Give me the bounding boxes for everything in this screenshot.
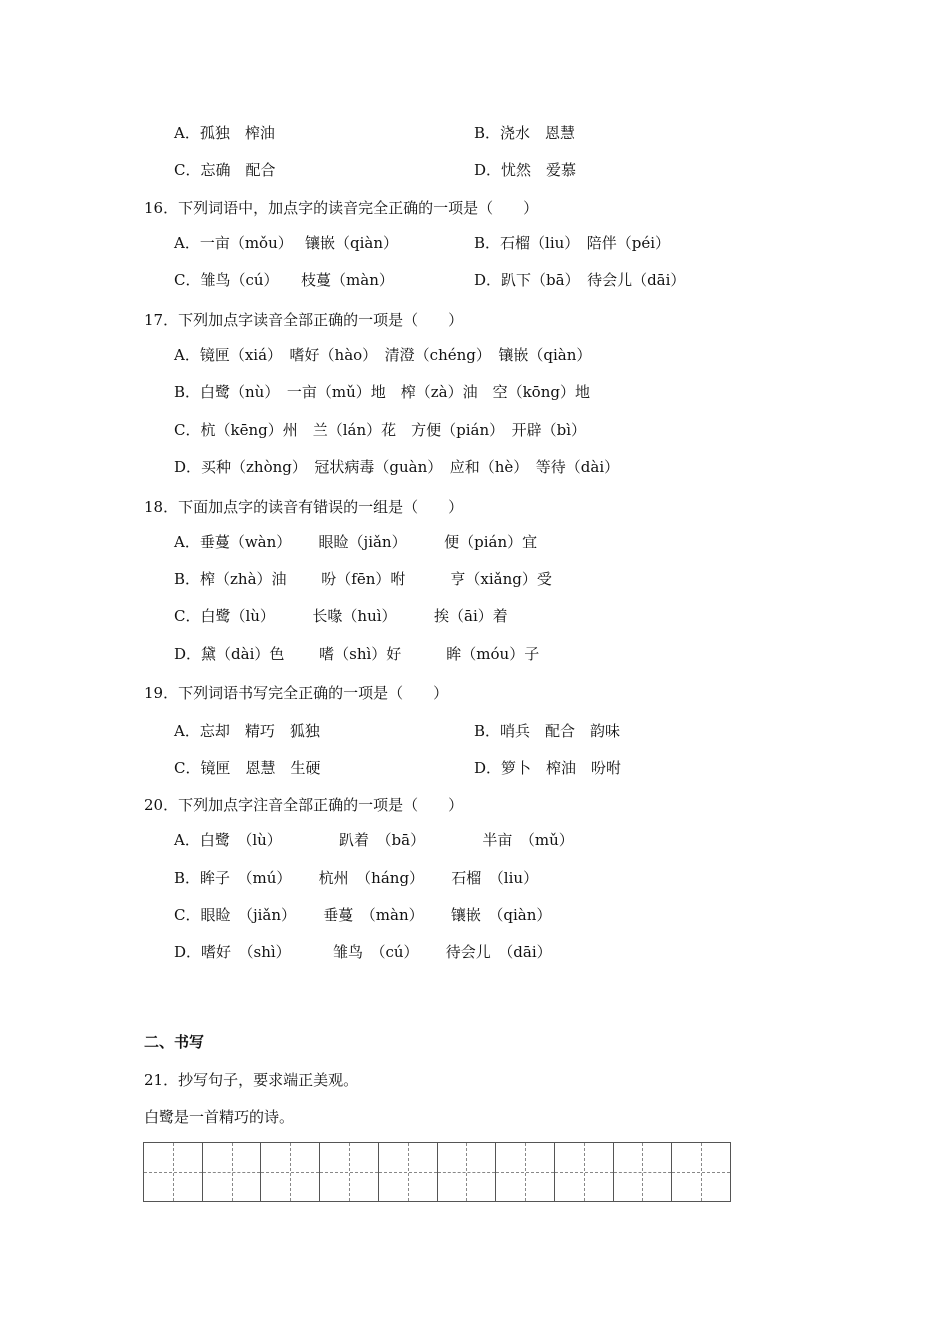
q18-option-c: C．白鹭（lù） 长喙（huì） 挨（āi）着 <box>174 607 508 625</box>
q20-option-b: B．眸子 （mú） 杭州 （háng） 石榴 （liu） <box>174 869 539 887</box>
grid-cell[interactable] <box>379 1143 438 1201</box>
q20-option-d: D．嗜好 （shì） 雏鸟 （cú） 待会儿 （dāi） <box>174 943 552 961</box>
q15-option-c: C．忘确 配合 <box>174 161 276 179</box>
q20-stem: 20．下列加点字注音全部正确的一项是（ ） <box>144 796 464 814</box>
q18-option-d: D．黛（dài）色 嗜（shì）好 眸（móu）子 <box>174 645 540 663</box>
q18-stem: 18．下面加点字的读音有错误的一组是（ ） <box>144 498 464 516</box>
grid-cell[interactable] <box>614 1143 673 1201</box>
q20-option-a: A．白鹭 （lù） 趴着 （bā） 半亩 （mǔ） <box>174 831 574 849</box>
q21-stem: 21．抄写句子，要求端正美观。 <box>144 1071 359 1089</box>
grid-cell[interactable] <box>261 1143 320 1201</box>
writing-grid[interactable] <box>143 1142 731 1202</box>
q16-option-b: B．石榴（liu） 陪伴（péi） <box>474 234 671 252</box>
q20-option-c: C．眼睑 （jiǎn） 垂蔓 （màn） 镶嵌 （qiàn） <box>174 906 552 924</box>
q15-option-a: A．孤独 榨油 <box>174 124 275 142</box>
grid-cell[interactable] <box>496 1143 555 1201</box>
grid-cell[interactable] <box>144 1143 203 1201</box>
q19-option-c: C．镜匣 恩慧 生硬 <box>174 759 321 777</box>
copy-sentence: 白鹭是一首精巧的诗。 <box>144 1108 295 1126</box>
q15-option-d: D．忧然 爱慕 <box>474 161 577 179</box>
grid-cell[interactable] <box>672 1143 730 1201</box>
grid-cell[interactable] <box>320 1143 379 1201</box>
q17-option-d: D．买种（zhòng） 冠状病毒（guàn） 应和（hè） 等待（dài） <box>174 458 620 476</box>
q16-stem: 16．下列词语中，加点字的读音完全正确的一项是（ ） <box>144 199 539 217</box>
q16-option-a: A．一亩（mǒu） 镶嵌（qiàn） <box>174 234 399 252</box>
q17-option-c: C．杭（kēng）州 兰（lán）花 方便（pián） 开辟（bì） <box>174 421 587 439</box>
q19-option-b: B．哨兵 配合 韵味 <box>474 722 621 740</box>
q19-option-a: A．忘却 精巧 狐独 <box>174 722 320 740</box>
q19-option-d: D．箩卜 榨油 吩咐 <box>474 759 622 777</box>
q16-option-c: C．雏鸟（cú） 枝蔓（màn） <box>174 271 394 289</box>
q17-option-b: B．白鹭（nù） 一亩（mǔ）地 榨（zà）油 空（kōng）地 <box>174 383 590 401</box>
q17-option-a: A．镜匣（xiá） 嗜好（hào） 清澄（chéng） 镶嵌（qiàn） <box>174 346 592 364</box>
q19-stem: 19．下列词语书写完全正确的一项是（ ） <box>144 684 449 702</box>
grid-cell[interactable] <box>555 1143 614 1201</box>
q16-option-d: D．趴下（bā） 待会儿（dāi） <box>474 271 686 289</box>
q18-option-b: B．榨（zhà）油 吩（fēn）咐 亨（xiǎng）受 <box>174 570 552 588</box>
q18-option-a: A．垂蔓（wàn） 眼睑（jiǎn） 便（pián）宜 <box>174 533 538 551</box>
section-heading: 二、书写 <box>144 1033 205 1051</box>
q17-stem: 17．下列加点字读音全部正确的一项是（ ） <box>144 311 464 329</box>
grid-cell[interactable] <box>438 1143 497 1201</box>
grid-cell[interactable] <box>203 1143 262 1201</box>
q15-option-b: B．浇水 恩慧 <box>474 124 576 142</box>
